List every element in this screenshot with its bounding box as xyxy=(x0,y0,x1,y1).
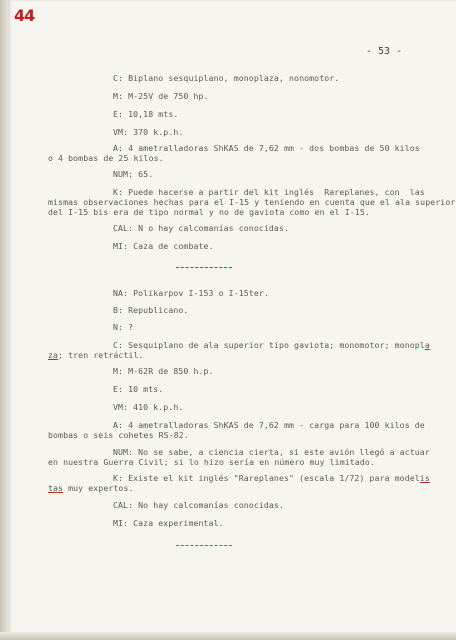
entry2-armament-line1: A: 4 ametralladoras ShKAS de 7,62 mm - carga para 100 kilos de xyxy=(113,420,425,430)
entry2-number: N: ? xyxy=(113,322,134,332)
entry2-name: NA: Polikarpov I-153 o I-15ter. xyxy=(113,288,269,298)
section-separator xyxy=(176,267,232,268)
entry1-decals: CAL: N o hay calcomanías conocidas. xyxy=(113,223,290,233)
entry1-kit-line3: del I-15 bis era de tipo normal y no de gaviota como en el I-15. xyxy=(48,207,370,217)
red-stamp-mark: 44 xyxy=(14,6,35,25)
entry1-mission: MI: Caza de combate. xyxy=(113,241,214,251)
entry1-construction: C: Biplano sesquiplano, monoplaza, nonomotor. xyxy=(113,73,340,83)
page-number: - 53 - xyxy=(366,46,403,57)
entry2-kit-line2: tas muy expertos. xyxy=(48,483,134,493)
page-edge-left xyxy=(0,0,8,640)
entry1-kit-line1: K: Puede hacerse a partir del kit inglés Rareplanes, con las xyxy=(113,187,425,197)
entry2-construction-line2: za; tren retráctil. xyxy=(48,350,144,360)
entry1-kit-line2: mismas observaciones hechas para el I-15 y teniendo en cuenta que el ala superior xyxy=(48,197,456,207)
entry2-max-speed: VM: 410 k.p.h. xyxy=(113,402,184,412)
entry2-motor: M: M-62R de 850 h.p. xyxy=(113,366,214,376)
entry2-side: B: Republicano. xyxy=(113,305,189,315)
entry1-armament-line2: o 4 bombas de 25 kilos. xyxy=(48,153,164,163)
document-page xyxy=(8,0,456,640)
entry1-span: E: 10,18 mts. xyxy=(113,109,179,119)
entry1-number: NUM: 65. xyxy=(113,169,154,179)
entry2-construction-line1: C: Sesquiplano de ala superior tipo gaviota; monomotor; monopla xyxy=(113,340,430,350)
entry1-armament-line1: A: 4 ametralladoras ShKAS de 7,62 mm - dos bombas de 50 kilos xyxy=(113,143,420,153)
entry2-armament-line2: bombas o seis cohetes RS-82. xyxy=(48,430,189,440)
entry2-span: E: 10 mts. xyxy=(113,384,164,394)
entry2-count-line1: NUM: No se sabe, a ciencia cierta, si este avión llegó a actuar xyxy=(113,447,430,457)
entry2-decals: CAL: No hay calcomanías conocidas. xyxy=(113,500,284,510)
entry2-mission: MI: Caza experimental. xyxy=(113,518,224,528)
section-separator-end xyxy=(176,545,232,546)
page-edge-bottom xyxy=(0,632,456,640)
entry1-max-speed: VM: 370 k.p.h. xyxy=(113,127,184,137)
entry2-count-line2: en nuestra Guerra Civil; si lo hizo sería en número muy limitado. xyxy=(48,457,375,467)
entry2-kit-line1: K: Existe el kit inglés "Rareplanes" (escala 1/72) para modelis xyxy=(113,473,430,483)
entry1-motor: M: M-25V de 750 hp. xyxy=(113,91,209,101)
